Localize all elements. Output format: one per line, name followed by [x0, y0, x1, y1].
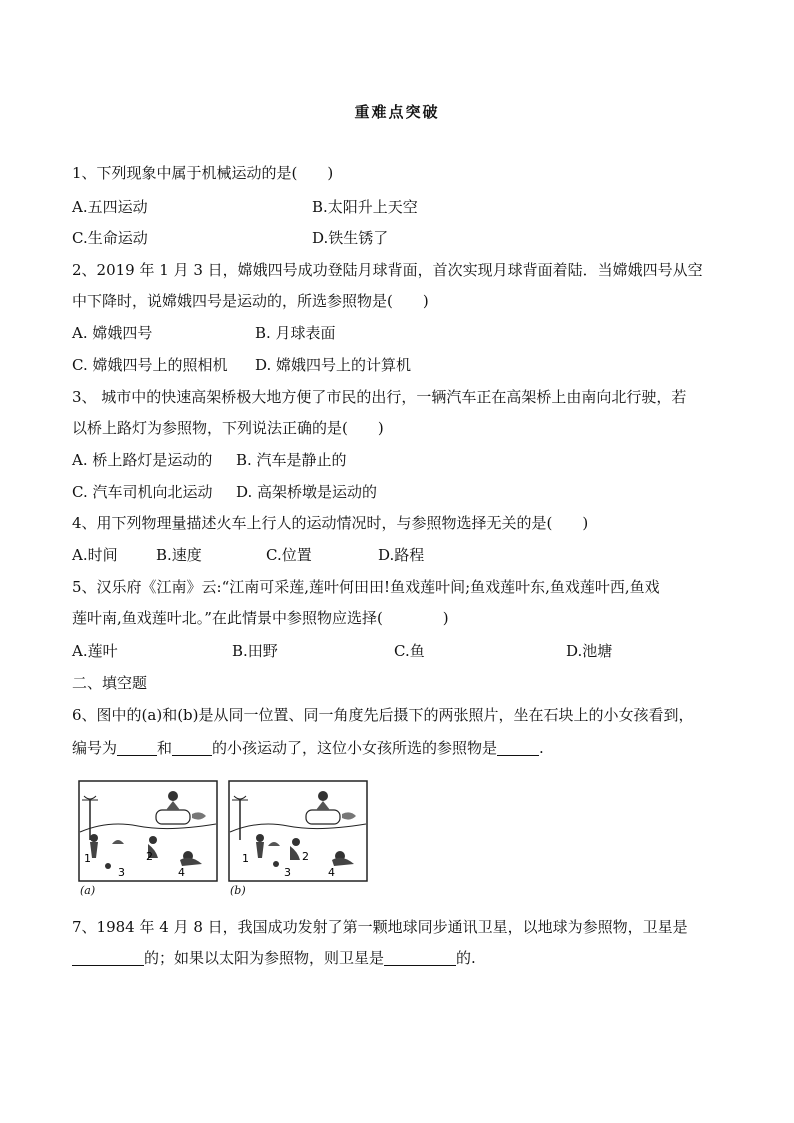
question-1-options-row1 — [72, 197, 722, 217]
question-1-stem: 1、下列现象中属于机械运动的是( ) — [72, 164, 334, 182]
question-5-options — [72, 641, 722, 661]
question-2-options-row1 — [72, 323, 722, 343]
q2-option-b: B. 月球表面 — [255, 324, 336, 342]
child-label-1: 1 — [84, 852, 91, 865]
question-6-line2 — [72, 738, 544, 758]
q1-option-c: C.生命运动 — [72, 229, 148, 247]
child-label-1: 1 — [242, 852, 249, 865]
question-2-options-row2 — [72, 355, 722, 375]
child-label-4: 4 — [178, 866, 185, 879]
q2-option-a: A. 嫦娥四号 — [72, 324, 153, 342]
q3-option-a: A. 桥上路灯是运动的 — [72, 451, 213, 469]
figure-a-caption: (a) — [80, 884, 96, 897]
question-4-stem: 4、用下列物理量描述火车上行人的运动情况时，与参照物选择无关的是( ) — [72, 514, 589, 532]
q4-option-b: B.速度 — [156, 546, 202, 564]
question-3-options-row1 — [72, 450, 722, 470]
q5-option-b: B.田野 — [232, 642, 278, 660]
question-7-line2 — [72, 948, 476, 968]
question-7-line1: 7、1984 年 4 月 8 日，我国成功发射了第一颗地球同步通讯卫星，以地球为参照物，卫星是 — [72, 918, 688, 936]
section-heading: 二、填空题 — [72, 674, 148, 692]
figure-a — [78, 780, 218, 900]
question-6-line1: 6、图中的(a)和(b)是从同一位置、同一角度先后摄下的两张照片，坐在石块上的小女孩看到， — [72, 706, 694, 724]
answer-blank-2[interactable] — [172, 740, 212, 756]
q3-option-c: C. 汽车司机向北运动 — [72, 483, 213, 501]
question-3-stem-line2: 以桥上路灯为参照物，下列说法正确的是( ) — [72, 419, 384, 437]
q4-option-d: D.路程 — [378, 546, 425, 564]
q2-option-d: D. 嫦娥四号上的计算机 — [255, 356, 412, 374]
question-2-stem-line1: 2、2019 年 1 月 3 日，嫦娥四号成功登陆月球背面，首次实现月球背面着陆．当嫦娥四号从空 — [72, 261, 703, 279]
question-3-options-row2 — [72, 482, 722, 502]
child-label-4: 4 — [328, 866, 335, 879]
question-3-stem-line1: 3、 城市中的快速高架桥极大地方便了市民的出行，一辆汽车正在高架桥上由南向北行驶，若 — [72, 388, 687, 406]
child-label-3: 3 — [118, 866, 125, 879]
child-label-2: 2 — [302, 850, 309, 863]
answer-blank-1[interactable] — [117, 740, 157, 756]
answer-blank-3[interactable] — [497, 740, 539, 756]
child-label-3: 3 — [284, 866, 291, 879]
answer-blank-4[interactable] — [72, 950, 144, 966]
q1-option-d: D.铁生锈了 — [312, 229, 389, 247]
q6-text-c: 的小孩运动了，这位小女孩所选的参照物是 — [212, 739, 498, 757]
q6-text-a: 编号为 — [72, 739, 118, 757]
question-5-stem-line1: 5、汉乐府《江南》云:“江南可采莲,莲叶何田田!鱼戏莲叶间;鱼戏莲叶东,鱼戏莲叶西,鱼戏 — [72, 578, 660, 596]
answer-blank-5[interactable] — [384, 950, 456, 966]
question-4-options — [72, 545, 722, 565]
q7-text-end: 的. — [456, 949, 476, 967]
page-title: 重难点突破 — [354, 103, 440, 121]
q2-option-c: C. 嫦娥四号上的照相机 — [72, 356, 228, 374]
question-2-stem-line2: 中下降时，说嫦娥四号是运动的，所选参照物是( ) — [72, 292, 429, 310]
q7-text-a: 的；如果以太阳为参照物，则卫星是 — [144, 949, 385, 967]
q3-option-b: B. 汽车是静止的 — [236, 451, 347, 469]
q6-text-b: 和 — [157, 739, 173, 757]
child-label-2: 2 — [146, 850, 153, 863]
figure-b — [228, 780, 368, 900]
photo-a-drawing — [78, 780, 218, 884]
question-1-options-row2 — [72, 228, 722, 248]
question-5-stem-line2: 莲叶南,鱼戏莲叶北。”在此情景中参照物应选择( ) — [72, 609, 449, 627]
q5-option-c: C.鱼 — [394, 642, 425, 660]
q4-option-c: C.位置 — [266, 546, 312, 564]
q4-option-a: A.时间 — [72, 546, 118, 564]
q3-option-d: D. 高架桥墩是运动的 — [236, 483, 378, 501]
q1-option-b: B.太阳升上天空 — [312, 198, 418, 216]
q6-text-end: . — [539, 739, 544, 757]
figure-b-caption: (b) — [230, 884, 246, 897]
q1-option-a: A.五四运动 — [72, 198, 148, 216]
photo-b-drawing — [228, 780, 368, 884]
q5-option-d: D.池塘 — [566, 642, 613, 660]
q5-option-a: A.莲叶 — [72, 642, 118, 660]
